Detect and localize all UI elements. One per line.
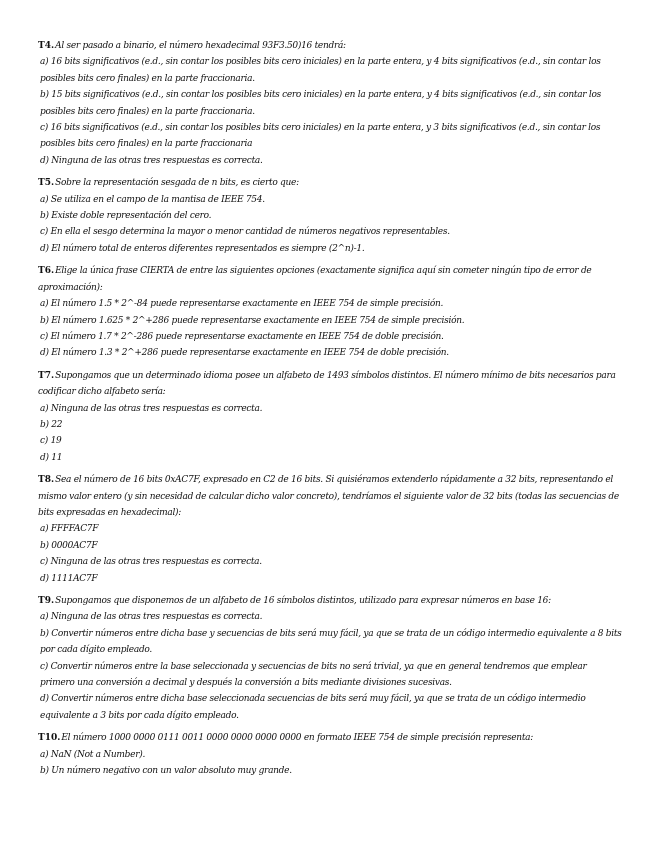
question-number: T4. — [38, 41, 55, 51]
question-text: Supongamos que un determinado idioma posee un alfabeto de 1493 símbolos distintos. El número mínimo de bits necesarios para codificar dicho alfabeto sería: — [38, 370, 616, 398]
answer-option-b: b) 0000AC7F — [40, 540, 98, 551]
answer-option-a: a) NaN (Not a Number). — [40, 749, 146, 760]
question-stem — [38, 593, 623, 609]
question-number: T10. — [38, 733, 61, 744]
answer-option-a: a) FFFFAC7F — [40, 524, 99, 535]
question-text: Sea el número de 16 bits 0xAC7F, expresado en C2 de 16 bits. Si quisiéramos extenderlo rápidamente a 32 bits, representando el mismo valor entero (y sin necesidad de calcular dicho valor concreto), tendríamos el siguiente valor de 32 bits (todas las secuencias de bits expresadas en hexadecimal): — [38, 475, 619, 518]
answer-option-b: b) Existe doble representación del cero. — [40, 211, 212, 222]
answer-option-b: b) Convertir números entre dicha base y secuencias de bits será muy fácil, ya que se trata de un código intermedio equivalente a 8 bits por cada dígito empleado. — [40, 628, 622, 656]
question-number: T8. — [38, 475, 55, 486]
question-t8 — [38, 472, 623, 587]
answer-option-d: d) Convertir números entre dicha base seleccionada secuencias de bits será muy fácil, ya que se trata de un código intermedio equivalente a 3 bits por cada dígito empleado. — [40, 694, 586, 721]
question-text: Supongamos que disponemos de un alfabeto de 16 símbolos distintos, utilizado para expresar números en base 16: — [55, 596, 551, 606]
answer-option-c: c) Convertir números entre la base seleccionada y secuencias de bits no será trivial, ya que en general tendremos que emplear primero una conversión a decimal y después la conversión a bits mediante divisiones sucesivas. — [40, 661, 587, 689]
question-text: Sobre la representación sesgada de n bits, es cierto que: — [55, 178, 299, 189]
answer-option-a: a) El número 1.5 * 2^-84 puede representarse exactamente en IEEE 754 de simple precisión. — [40, 299, 444, 310]
answer-option-c: c) Ninguna de las otras tres respuestas es correcta. — [40, 557, 262, 568]
answer-option-a: a) 16 bits significativos (e.d., sin contar los posibles bits cero iniciales) en la parte entera, y 4 bits significativos (e.d., sin contar los posibles bits cero finales) en la parte fraccionaria. — [40, 57, 601, 84]
question-stem — [38, 263, 623, 296]
answer-option-d: d) Ninguna de las otras tres respuestas es correcta. — [40, 155, 263, 166]
question-stem — [38, 472, 623, 521]
question-t7 — [38, 368, 623, 466]
exam-page — [38, 38, 623, 785]
answer-option-c: c) El número 1.7 * 2^-286 puede representarse exactamente en IEEE 754 de doble precisión. — [40, 331, 444, 342]
question-stem — [38, 368, 623, 401]
question-number: T5. — [38, 178, 55, 189]
answer-option-b: b) El número 1.625 * 2^+286 puede representarse exactamente en IEEE 754 de simple precisión. — [40, 315, 465, 326]
question-number: T6. — [38, 266, 55, 277]
question-stem — [38, 730, 623, 746]
question-t6 — [38, 263, 623, 361]
answer-option-d: d) 1111AC7F — [40, 573, 98, 584]
answer-option-a: a) Ninguna de las otras tres respuestas es correcta. — [40, 612, 263, 623]
answer-option-a: a) Ninguna de las otras tres respuestas es correcta. — [40, 403, 263, 414]
answer-option-d: d) El número 1.3 * 2^+286 puede representarse exactamente en IEEE 754 de doble precisión. — [40, 348, 449, 359]
question-number: T9. — [38, 596, 55, 606]
question-t5 — [38, 175, 623, 257]
question-number: T7. — [38, 370, 55, 381]
question-text: El número 1000 0000 0111 0011 0000 0000 0000 0000 en formato IEEE 754 de simple precisión representa: — [61, 733, 534, 744]
answer-option-c: c) En ella el sesgo determina la mayor o menor cantidad de números negativos representables. — [40, 227, 450, 238]
answer-option-a: a) Se utiliza en el campo de la mantisa de IEEE 754. — [40, 194, 265, 205]
answer-option-c: c) 16 bits significativos (e.d., sin contar los posibles bits cero iniciales) en la parte entera, y 3 bits significativos (e.d., sin contar los posibles bits cero finales) en la parte fraccionaria — [40, 123, 601, 150]
answer-option-b: b) Un número negativo con un valor absoluto muy grande. — [40, 766, 292, 777]
answer-option-d: d) 11 — [40, 452, 63, 463]
answer-option-b: b) 15 bits significativos (e.d., sin contar los posibles bits cero iniciales) en la parte entera, y 4 bits significativos (e.d., sin contar los posibles bits cero finales) en la parte fraccionaria. — [40, 90, 601, 117]
question-text: Al ser pasado a binario, el número hexadecimal 93F3.50)16 tendrá: — [55, 41, 346, 51]
question-stem — [38, 175, 623, 191]
question-t10 — [38, 730, 623, 779]
answer-option-c: c) 19 — [40, 436, 62, 447]
question-text: Elige la única frase CIERTA de entre las siguientes opciones (exactamente significa aquí sin cometer ningún tipo de error de aproximación): — [38, 266, 592, 293]
question-t9 — [38, 593, 623, 724]
answer-option-d: d) El número total de enteros diferentes representados es siempre (2^n)-1. — [40, 243, 365, 254]
question-stem — [38, 38, 623, 54]
question-t4 — [38, 38, 623, 169]
answer-option-b: b) 22 — [40, 419, 63, 430]
